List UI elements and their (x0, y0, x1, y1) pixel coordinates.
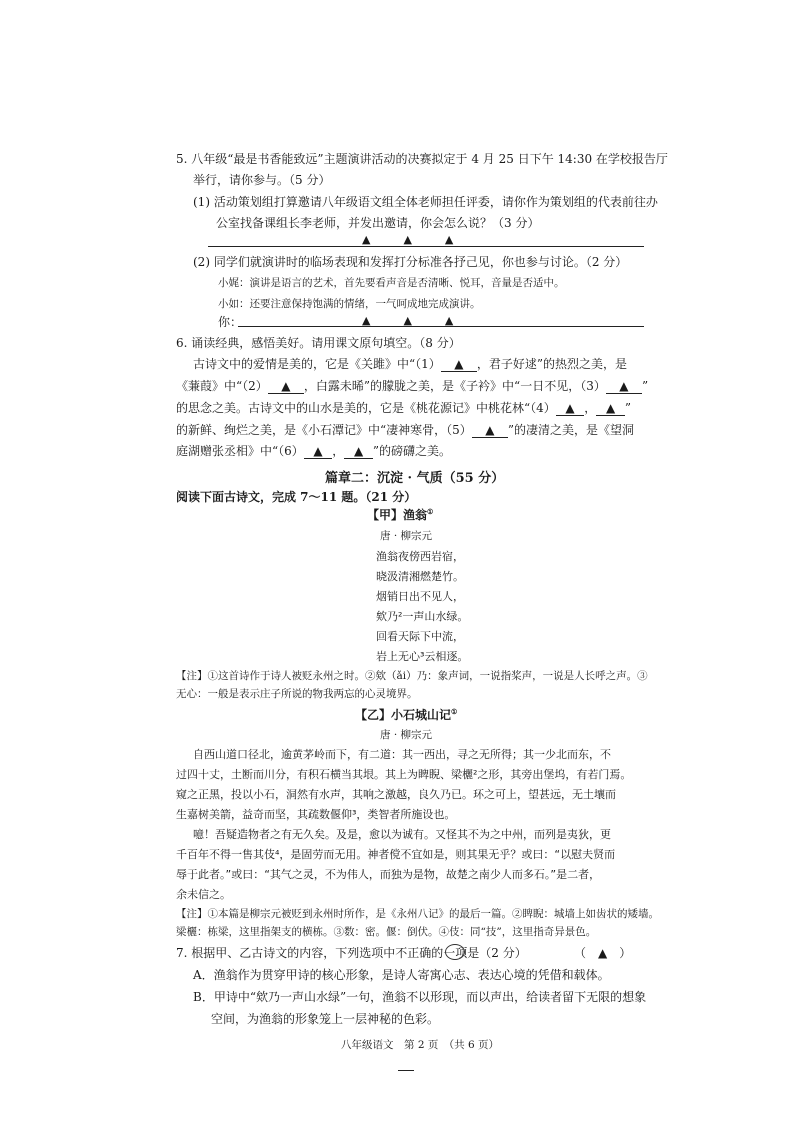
q7-option-b-line2: 空间，为渔翁的形象笼上一层神秘的色彩。 (211, 1012, 440, 1026)
q6-blank-4b[interactable]: ▲ (596, 401, 625, 416)
q7-option-a: A．渔翁作为贯穿甲诗的核心形象，是诗人寄寓心志、表达心境的凭借和载体。 (193, 968, 610, 982)
q5-sub1-line1: (1) 活动策划组打算邀请八年级语文组全体老师担任评委，请你作为策划组的代表前往办 (193, 195, 658, 209)
section2-title: 篇章二：沉淀 · 气质（55 分） (325, 471, 505, 486)
prose-note-2: 梁欐：栋梁，这里指架支的横栋。③数：密。偃：倒伏。④伎：同“技”，这里指奇异景色。 (176, 926, 597, 938)
q6-blank-2[interactable]: ▲ (268, 379, 304, 394)
prose-note-1: 【注】①本篇是柳宗元被贬到永州时所作，是《永州八记》的最后一篇。②睥睨：城墙上如齿状的矮墙。 (176, 908, 659, 920)
q6-p5: 庭湖赠张丞相》中“（6） ▲ ， ▲ ”的磅礴之美。 (176, 444, 451, 458)
q6-blank-6b[interactable]: ▲ (344, 444, 373, 459)
q5-answer-marks-1: ▲ ▲ ▲ (362, 233, 454, 246)
q5-line1: 5. 八年级“最是书香能致远”主题演讲活动的决赛拟定于 4 月 25 日下午 14:30 在学校报告厅 (176, 152, 668, 166)
poem-line-4: 欸乃²一声山水绿。 (376, 610, 469, 623)
prose-line-4: 生嘉树美箭，益奇而坚，其疏数偃仰³，类智者所施设也。 (176, 808, 456, 821)
poem-line-2: 晓汲清湘燃楚竹。 (376, 570, 464, 583)
prose-line-6: 千百年不得一售其伎⁴，是固劳而无用。神者傥不宜如是，则其果无乎？或曰：“以慰夫贤而 (176, 848, 616, 861)
prose-author: 唐 · 柳宗元 (380, 729, 433, 741)
q5-answer-marks-2: ▲ ▲ ▲ (362, 314, 454, 327)
prose-line-7: 辱于此者。”或曰：“其气之灵，不为伟人，而独为是物，故楚之南少人而多石。”是二者， (176, 868, 601, 881)
q6-p1: 古诗文中的爱情是美的，它是《关雎》中“（1） ▲ ，君子好逑”的热烈之美，是 (193, 357, 628, 371)
poem-note-2: 无心：一般是表示庄子所说的物我两忘的心灵境界。 (176, 688, 418, 700)
poem-author: 唐 · 柳宗元 (380, 530, 433, 542)
q6-line1: 6. 诵读经典，感悟美好。请用课文原句填空。（8 分） (176, 336, 461, 350)
prose-line-5: 噫！吾疑造物者之有无久矣。及是，愈以为诚有。又怪其不为之中州，而列是夷狄，更 (193, 828, 611, 841)
poem-line-1: 渔翁夜傍西岩宿， (376, 550, 464, 563)
prose-line-8: 余未信之。 (176, 888, 231, 901)
q7-option-b-line1: B．甲诗中“欸乃一声山水绿”一句，渔翁不以形现，而以声出，给读者留下无限的想象 (193, 990, 647, 1004)
prose-title: 【乙】小石城山记① (355, 707, 458, 722)
prose-line-2: 过四十丈，土断而川分，有积石横当其垠。其上为睥睨、梁欐²之形，其旁出堡坞，有若门焉。 (176, 768, 632, 781)
q7-answer-paren[interactable]: （ ▲ ） (574, 946, 632, 960)
q5-answer-line-2[interactable] (238, 326, 644, 327)
handwritten-circle-mark (445, 944, 465, 960)
q7-stem: 7. 根据甲、乙古诗文的内容，下列选项中不正确的一项是（2 分） (176, 946, 527, 960)
prose-line-1: 自西山道口径北，逾黄茅岭而下，有二道：其一西出，寻之无所得；其一少北而东，不 (193, 748, 611, 761)
q5-you-label: 你： (218, 315, 243, 329)
q5-xiaoru: 小如：还要注意保持饱满的情绪，一气呵成地完成演讲。 (218, 298, 481, 310)
poem-line-5: 回看天际下中流， (376, 630, 464, 643)
q6-blank-5[interactable]: ▲ (472, 423, 508, 438)
q6-blank-6a[interactable]: ▲ (304, 444, 333, 459)
section2-instruction: 阅读下面古诗文，完成 7～11 题。（21 分） (176, 490, 417, 504)
q6-blank-3[interactable]: ▲ (606, 379, 642, 394)
q5-xiaowei: 小娓：演讲是语言的艺术，首先要看声音是否清晰、悦耳，音量是否适中。 (218, 277, 565, 289)
q6-blank-4a[interactable]: ▲ (556, 401, 585, 416)
q6-p4: 的新鲜、绚烂之美，是《小石潭记》中“凄神寒骨，（5） ▲ ”的凄清之美，是《望洞 (176, 423, 635, 437)
q5-sub1-line2: 公室找备课组长李老师，并发出邀请，你会怎么说？（3 分） (216, 216, 540, 230)
poem-note-1: 【注】①这首诗作于诗人被贬永州之时。②欸（ǎi）乃：象声词，一说指桨声，一说是人长呼之声。③ (176, 670, 648, 682)
q5-line2: 举行，请你参与。（5 分） (193, 173, 331, 187)
page-footer: 八年级语文 第 2 页 （共 6 页） (341, 1039, 499, 1051)
q6-blank-1[interactable]: ▲ (441, 357, 477, 372)
bottom-dash (398, 1070, 414, 1071)
q6-p2: 《蒹葭》中“（2） ▲ ，白露未晞”的朦胧之美，是《子衿》中“一日不见，（3） ▲ ” (176, 379, 649, 393)
poem-line-3: 烟销日出不见人， (376, 590, 464, 603)
q5-sub2-line1: (2) 同学们就演讲时的临场表现和发挥打分标准各抒己见，你也参与讨论。（2 分） (193, 255, 628, 269)
poem-line-6: 岩上无心³云相逐。 (376, 650, 469, 663)
q5-answer-line-1[interactable] (208, 246, 644, 247)
poem-title: 【甲】渔翁① (367, 507, 434, 522)
prose-line-3: 窥之正黑，投以小石，洞然有水声，其响之激越，良久乃已。环之可上，望甚远，无土壤而 (176, 788, 616, 801)
q6-p3: 的思念之美。古诗文中的山水是美的，它是《桃花源记》中桃花林“（4） ▲ ， ▲ ” (176, 401, 631, 415)
